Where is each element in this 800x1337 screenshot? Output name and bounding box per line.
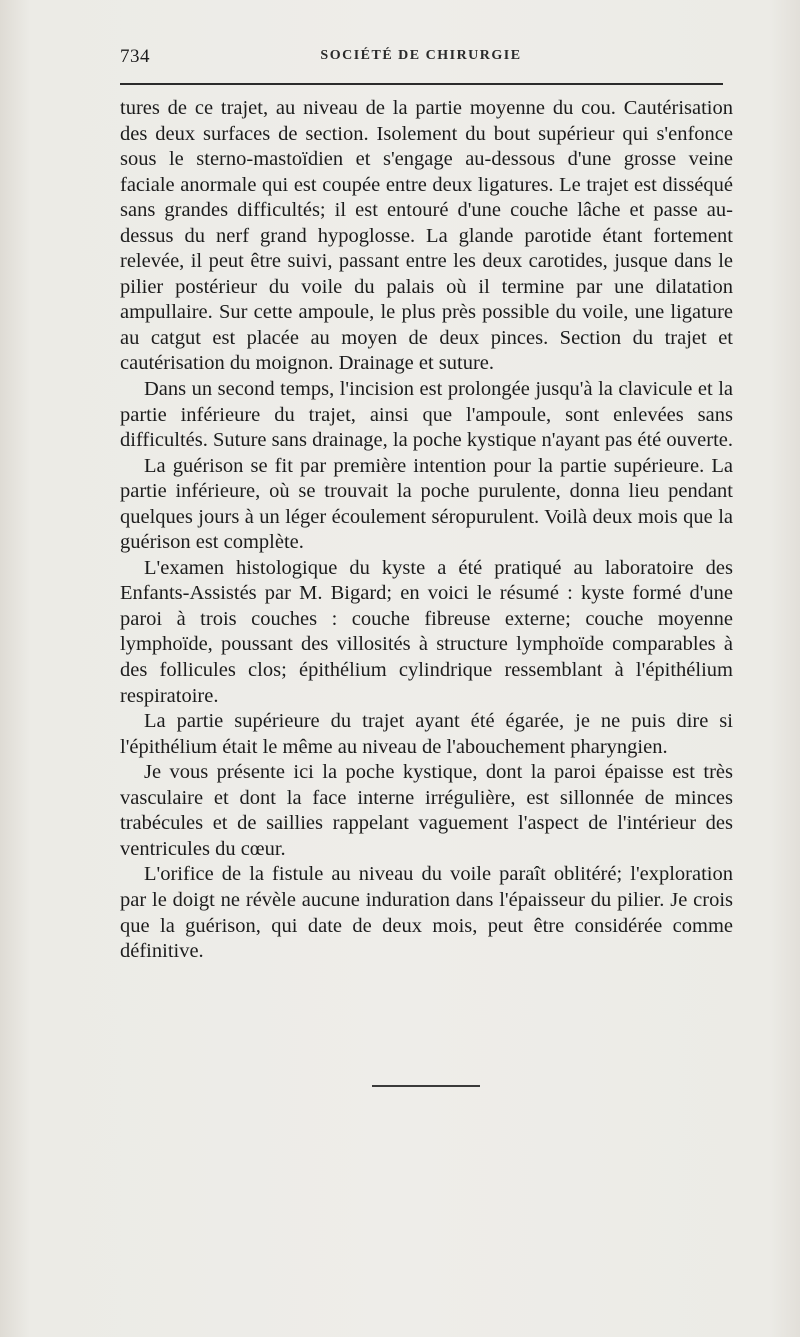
section-end-rule [372, 1085, 480, 1087]
paragraph: Dans un second temps, l'incision est prolongée jusqu'à la clavicule et la partie inférieure du trajet, ainsi que l'ampoule, sont enlevées sans difficultés. Suture sans drainage, la poche kystique n'ayant pas été ouverte. [120, 378, 733, 452]
paragraph-continued: tures de ce trajet, au niveau de la partie moyenne du cou. Cautérisation des deux surfaces de section. Isolement du bout supérieur qui s'enfonce sous le sterno-mastoïdien et s'engage au-dessous d'une grosse veine faciale anormale qui est coupée entre deux ligatures. Le trajet est disséqué sans grandes difficultés; il est entouré d'une couche lâche et passe au-dessus du nerf grand hypoglosse. La glande parotide étant fortement relevée, il peut être suivi, passant entre les deux carotides, jusque dans le pilier postérieur du voile du palais où il termine par une dilatation ampullaire. Sur cette ampoule, le plus près possible du voile, une ligature au catgut est placée au moyen de deux pinces. Section du trajet et cautérisation du moignon. Drainage et suture. [120, 97, 733, 375]
journal-title: SOCIÉTÉ DE CHIRURGIE [320, 48, 522, 63]
article-body [120, 96, 733, 965]
paragraph: L'examen histologique du kyste a été pratiqué au laboratoire des Enfants-Assistés par M. Bigard; en voici le résumé : kyste formé d'une paroi à trois couches : couche fibreuse externe; couche moyenne lymphoïde, poussant des villosités à structure lymphoïde comparables à des follicules clos; épithélium cylindrique ressemblant à l'épithélium respiratoire. [120, 556, 733, 707]
paragraph: La guérison se fit par première intention pour la partie supérieure. La partie inférieure, où se trouvait la poche purulente, donna lieu pendant quelques jours à un léger écoulement séropurulent. Voilà deux mois que la guérison est complète. [120, 454, 733, 554]
running-head [118, 42, 724, 70]
header-rule [120, 83, 723, 85]
paragraph: La partie supérieure du trajet ayant été égarée, je ne puis dire si l'épithélium était le même au niveau de l'abouchement pharyngien. [120, 710, 733, 758]
paragraph: Je vous présente ici la poche kystique, dont la paroi épaisse est très vasculaire et dont la face interne irrégulière, est sillonnée de minces trabécules et de saillies rappelant vaguement l'aspect de l'intérieur des ventricules du cœur. [120, 761, 733, 860]
page-number: 734 [120, 46, 150, 67]
paragraph: L'orifice de la fistule au niveau du voile paraît oblitéré; l'exploration par le doigt ne révèle aucune induration dans l'épaisseur du pilier. Je crois que la guérison, qui date de deux mois, peut être considérée comme définitive. [120, 863, 733, 963]
